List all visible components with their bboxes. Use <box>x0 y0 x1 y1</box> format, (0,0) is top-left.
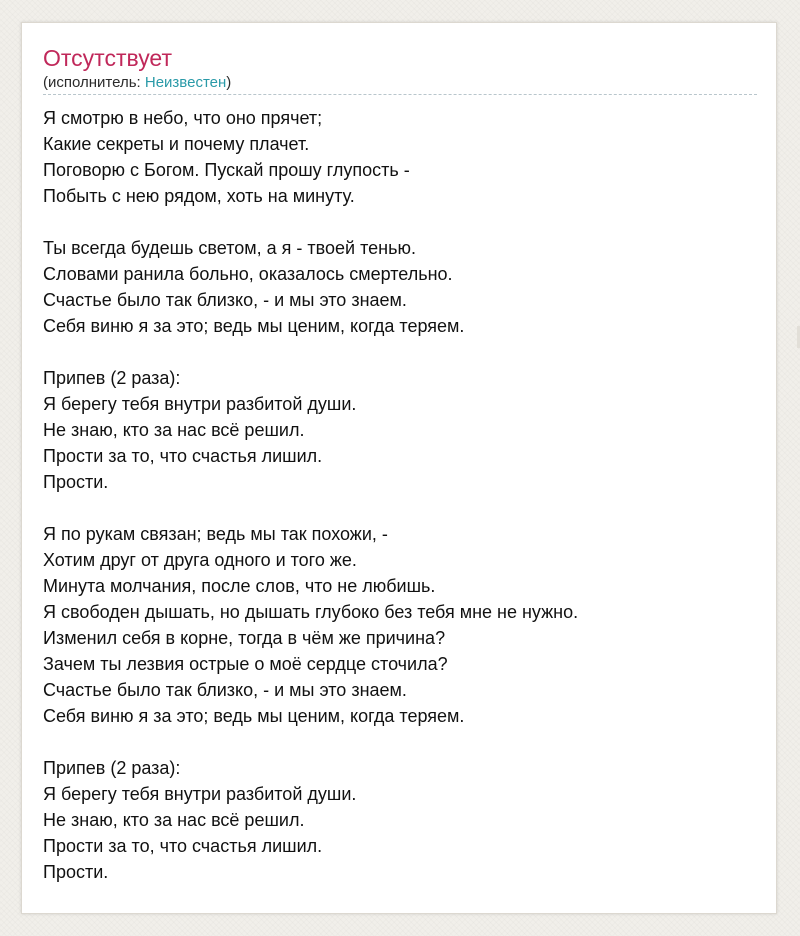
lyrics-line: Словами ранила больно, оказалось смертельно. <box>43 264 453 284</box>
artist-suffix: ) <box>226 74 232 91</box>
lyrics-line: Я по рукам связан; ведь мы так похожи, - <box>43 524 388 544</box>
lyrics-text <box>43 105 578 885</box>
lyrics-stanza <box>43 235 578 339</box>
lyrics-line: Счастье было так близко, - и мы это знаем. <box>43 680 407 700</box>
artist-line <box>43 73 231 92</box>
lyrics-card <box>21 22 777 914</box>
lyrics-line: Не знаю, кто за нас всё решил. <box>43 420 305 440</box>
lyrics-line: Зачем ты лезвия острые о моё сердце сточила? <box>43 654 448 674</box>
lyrics-line: Прости за то, что счастья лишил. <box>43 836 323 856</box>
lyrics-line: Ты всегда будешь светом, а я - твоей тенью. <box>43 238 416 258</box>
lyrics-line: Я берегу тебя внутри разбитой души. <box>43 784 357 804</box>
lyrics-line: Себя виню я за это; ведь мы ценим, когда теряем. <box>43 316 465 336</box>
title-divider <box>43 94 757 95</box>
artist-prefix: (исполнитель: <box>43 74 145 91</box>
artist-link[interactable]: Неизвестен <box>144 74 227 91</box>
lyrics-line: Минута молчания, после слов, что не любишь. <box>43 576 436 596</box>
lyrics-line: Припев (2 раза): <box>43 368 181 388</box>
lyrics-line: Припев (2 раза): <box>43 758 181 778</box>
lyrics-line: Я свободен дышать, но дышать глубоко без тебя мне не нужно. <box>43 602 579 622</box>
lyrics-line: Побыть с нею рядом, хоть на минуту. <box>43 186 355 206</box>
lyrics-line: Прости. <box>43 862 109 882</box>
lyrics-line: Я берегу тебя внутри разбитой души. <box>43 394 357 414</box>
lyrics-stanza <box>43 755 578 885</box>
lyrics-stanza <box>43 365 578 495</box>
lyrics-line: Счастье было так близко, - и мы это знаем. <box>43 290 407 310</box>
lyrics-line: Не знаю, кто за нас всё решил. <box>43 810 305 830</box>
lyrics-stanza <box>43 521 578 729</box>
lyrics-line: Хотим друг от друга одного и того же. <box>43 550 357 570</box>
lyrics-line: Поговорю с Богом. Пускай прошу глупость - <box>43 160 410 180</box>
lyrics-line: Какие секреты и почему плачет. <box>43 134 310 154</box>
lyrics-stanza <box>43 105 578 209</box>
lyrics-line: Себя виню я за это; ведь мы ценим, когда теряем. <box>43 706 465 726</box>
lyrics-line: Прости. <box>43 472 109 492</box>
lyrics-line: Прости за то, что счастья лишил. <box>43 446 323 466</box>
lyrics-line: Изменил себя в корне, тогда в чём же причина? <box>43 628 446 648</box>
song-title: Отсутствует <box>43 45 172 71</box>
lyrics-line: Я смотрю в небо, что оно прячет; <box>43 108 323 128</box>
